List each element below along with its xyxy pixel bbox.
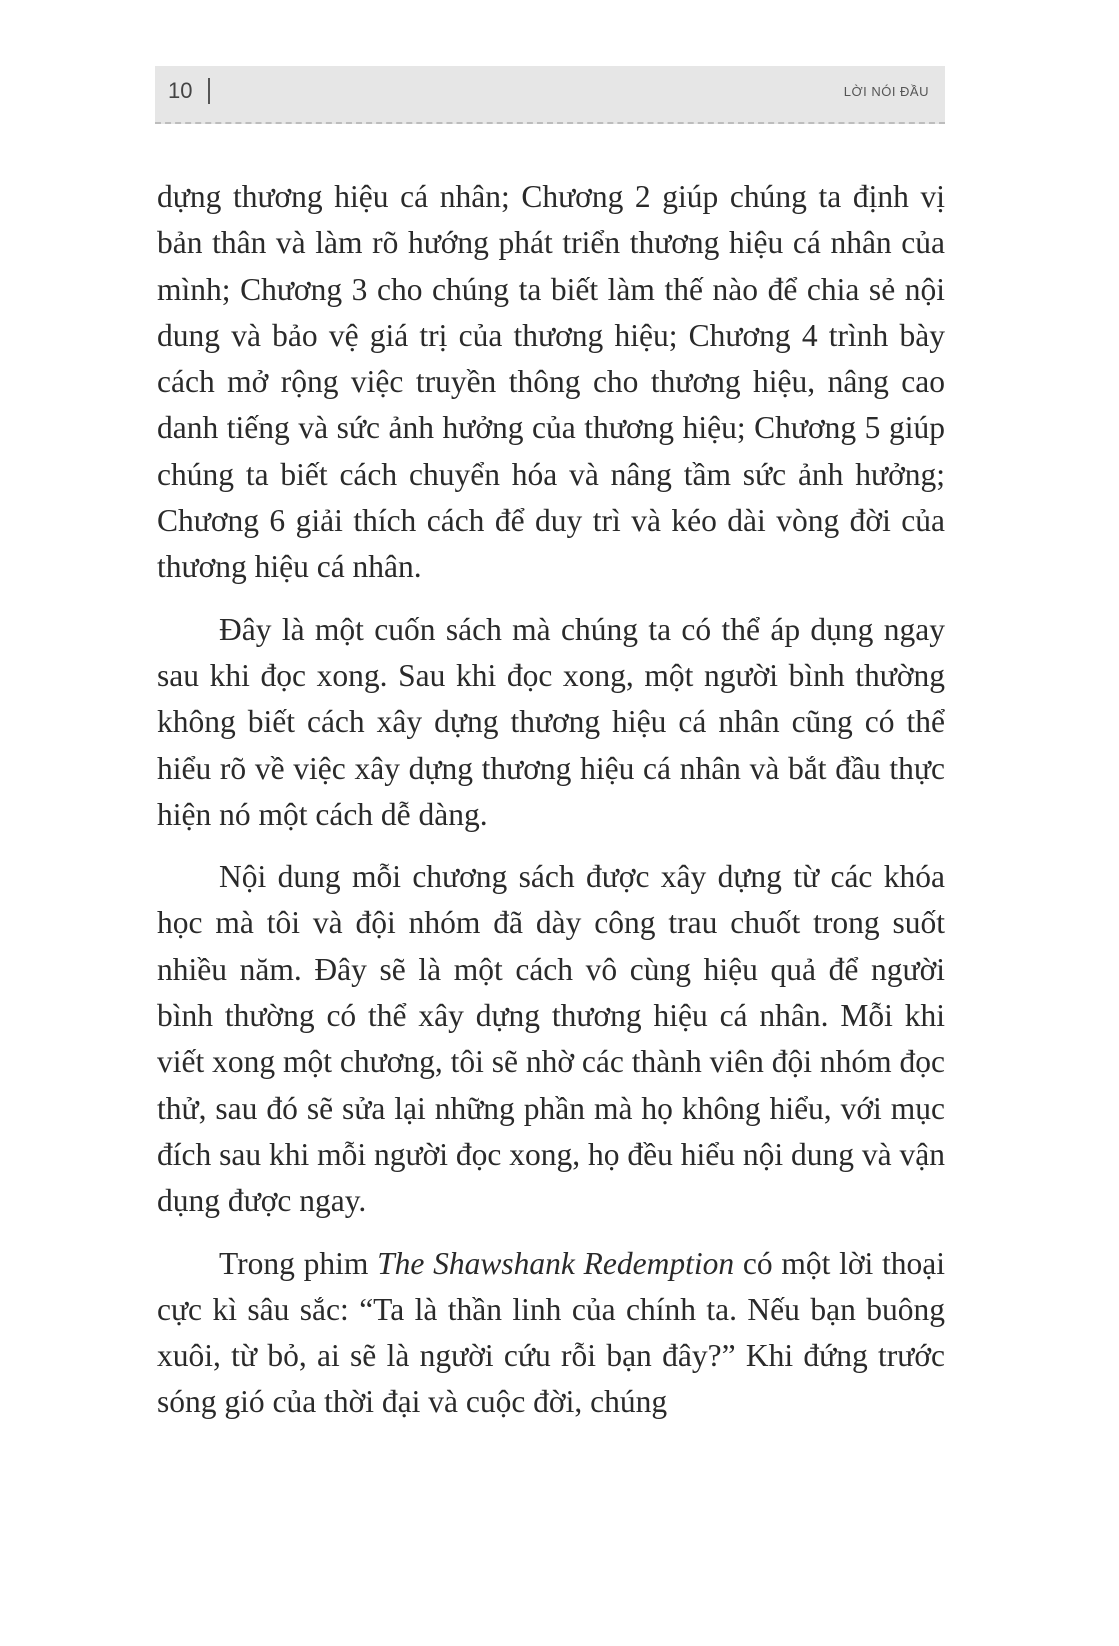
paragraph-shawshank-quote xyxy=(157,1241,945,1426)
paragraph-chapter-content: Nội dung mỗi chương sách được xây dựng từ các khóa học mà tôi và đội nhóm đã dày công trau chuốt trong suốt nhiều năm. Đây sẽ là một cách vô cùng hiệu quả để người bình thường có thể xây dựng thương hiệu cá nhân. Mỗi khi viết xong một chương, tôi sẽ nhờ các thành viên đội nhóm đọc thử, sau đó sẽ sửa lại những phần mà họ không hiểu, với mục đích sau khi mỗi người đọc xong, họ đều hiểu nội dung và vận dụng được ngay. xyxy=(157,859,945,1219)
film-title: The Shawshank Redemption xyxy=(377,1245,735,1281)
quote-trailing-text: có một lời thoại cực kì sâu sắc: “Ta là thần linh của chính ta. Nếu bạn buông xuôi, từ bỏ, ai sẽ là người cứu rỗi bạn đây?” Khi đứng trước sóng gió của thời đại và cuộc đời, chúng xyxy=(157,1245,945,1420)
quote-lead-text: Trong phim xyxy=(219,1245,378,1281)
body-text xyxy=(157,174,945,1442)
page-number: 10 xyxy=(168,78,193,103)
page-header xyxy=(155,66,945,124)
paragraph-apply-immediately: Đây là một cuốn sách mà chúng ta có thể áp dụng ngay sau khi đọc xong. Sau khi đọc xong, một người bình thường không biết cách xây dựng thương hiệu cá nhân cũng có thể hiểu rõ về việc xây dựng thương hiệu cá nhân và bắt đầu thực hiện nó một cách dễ dàng. xyxy=(157,611,945,832)
header-divider xyxy=(208,78,210,104)
running-head: LỜI NÓI ĐẦU xyxy=(843,84,929,99)
paragraph-chapter-summary: dựng thương hiệu cá nhân; Chương 2 giúp chúng ta định vị bản thân và làm rõ hướng phát triển thương hiệu cá nhân của mình; Chương 3 cho chúng ta biết làm thế nào để chia sẻ nội dung và bảo vệ giá trị của thương hiệu; Chương 4 trình bày cách mở rộng việc truyền thông cho thương hiệu, nâng cao danh tiếng và sức ảnh hưởng của thương hiệu; Chương 5 giúp chúng ta biết cách chuyển hóa và nâng tầm sức ảnh hưởng; Chương 6 giải thích cách để duy trì và kéo dài vòng đời của thương hiệu cá nhân. xyxy=(157,179,945,585)
